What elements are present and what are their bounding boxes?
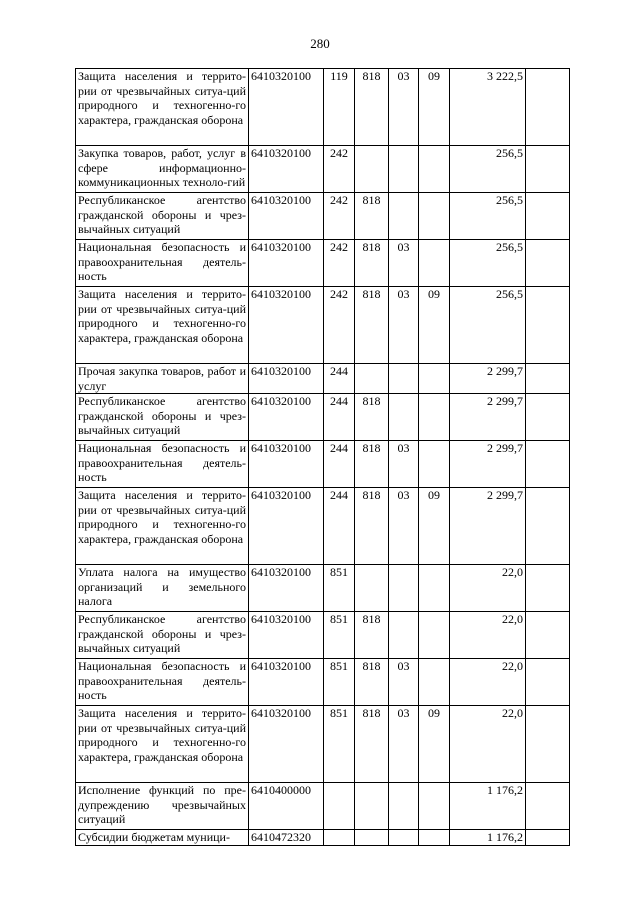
section-cell: 03 — [389, 488, 419, 565]
empty-cell — [526, 69, 570, 146]
empty-cell — [526, 364, 570, 394]
item-name-cell: Республиканское агентство гражданской обороны и чрез-вычайных ситуаций — [76, 193, 249, 240]
amount-cell: 2 299,7 — [450, 441, 526, 488]
department-code-cell — [355, 565, 389, 612]
item-name-cell: Республиканское агентство гражданской обороны и чрез-вычайных ситуаций — [76, 612, 249, 659]
table-row — [76, 783, 570, 830]
expense-type-cell: 244 — [324, 441, 355, 488]
section-cell: 03 — [389, 240, 419, 287]
expense-type-cell: 851 — [324, 612, 355, 659]
subsection-cell: 09 — [419, 488, 450, 565]
amount-cell: 2 299,7 — [450, 488, 526, 565]
section-cell — [389, 612, 419, 659]
target-code-cell: 6410320100 — [249, 565, 324, 612]
table-row — [76, 565, 570, 612]
empty-cell — [526, 783, 570, 830]
target-code-cell: 6410320100 — [249, 364, 324, 394]
table-row — [76, 146, 570, 193]
subsection-cell — [419, 364, 450, 394]
subsection-cell — [419, 441, 450, 488]
budget-table-body — [76, 69, 570, 846]
amount-cell: 256,5 — [450, 240, 526, 287]
target-code-cell: 6410400000 — [249, 783, 324, 830]
section-cell: 03 — [389, 706, 419, 783]
department-code-cell: 818 — [355, 193, 389, 240]
expense-type-cell — [324, 783, 355, 830]
item-name-cell: Закупка товаров, работ, услуг в сфере информационно-коммуникационных техноло-гий — [76, 146, 249, 193]
subsection-cell — [419, 659, 450, 706]
section-cell: 03 — [389, 659, 419, 706]
target-code-cell: 6410320100 — [249, 659, 324, 706]
section-cell — [389, 146, 419, 193]
empty-cell — [526, 193, 570, 240]
table-row — [76, 706, 570, 783]
expense-type-cell: 242 — [324, 193, 355, 240]
expense-type-cell: 851 — [324, 659, 355, 706]
section-cell — [389, 783, 419, 830]
item-name-cell: Защита населения и террито-рии от чрезвычайных ситуа-ций природного и техногенно-го характера, гражданская оборона — [76, 706, 249, 783]
subsection-cell: 09 — [419, 287, 450, 364]
subsection-cell — [419, 830, 450, 846]
expense-type-cell: 244 — [324, 364, 355, 394]
empty-cell — [526, 287, 570, 364]
page-number: 280 — [310, 36, 330, 51]
section-cell — [389, 364, 419, 394]
amount-cell: 22,0 — [450, 565, 526, 612]
department-code-cell — [355, 146, 389, 193]
section-cell: 03 — [389, 441, 419, 488]
table-row — [76, 193, 570, 240]
target-code-cell: 6410320100 — [249, 287, 324, 364]
subsection-cell: 09 — [419, 706, 450, 783]
expense-type-cell: 244 — [324, 394, 355, 441]
expense-type-cell: 242 — [324, 240, 355, 287]
empty-cell — [526, 659, 570, 706]
amount-cell: 3 222,5 — [450, 69, 526, 146]
target-code-cell: 6410472320 — [249, 830, 324, 846]
amount-cell: 2 299,7 — [450, 394, 526, 441]
table-row — [76, 394, 570, 441]
expense-type-cell: 851 — [324, 565, 355, 612]
department-code-cell — [355, 830, 389, 846]
table-row — [76, 830, 570, 846]
item-name-cell: Субсидии бюджетам муници- — [76, 830, 249, 846]
department-code-cell: 818 — [355, 240, 389, 287]
target-code-cell: 6410320100 — [249, 193, 324, 240]
target-code-cell: 6410320100 — [249, 240, 324, 287]
table-row — [76, 69, 570, 146]
subsection-cell — [419, 565, 450, 612]
target-code-cell: 6410320100 — [249, 146, 324, 193]
section-cell — [389, 193, 419, 240]
empty-cell — [526, 146, 570, 193]
item-name-cell: Национальная безопасность и правоохранительная деятель-ность — [76, 240, 249, 287]
table-row — [76, 488, 570, 565]
department-code-cell: 818 — [355, 69, 389, 146]
subsection-cell — [419, 146, 450, 193]
empty-cell — [526, 394, 570, 441]
amount-cell: 256,5 — [450, 146, 526, 193]
amount-cell: 256,5 — [450, 193, 526, 240]
empty-cell — [526, 706, 570, 783]
department-code-cell: 818 — [355, 441, 389, 488]
item-name-cell: Республиканское агентство гражданской обороны и чрез-вычайных ситуаций — [76, 394, 249, 441]
amount-cell: 1 176,2 — [450, 783, 526, 830]
item-name-cell: Национальная безопасность и правоохранительная деятель-ность — [76, 441, 249, 488]
empty-cell — [526, 565, 570, 612]
target-code-cell: 6410320100 — [249, 394, 324, 441]
item-name-cell: Исполнение функций по пре-дупреждению чрезвычайных ситуаций — [76, 783, 249, 830]
expense-type-cell: 242 — [324, 287, 355, 364]
expense-type-cell: 242 — [324, 146, 355, 193]
department-code-cell: 818 — [355, 659, 389, 706]
expense-type-cell: 119 — [324, 69, 355, 146]
section-cell — [389, 394, 419, 441]
department-code-cell — [355, 364, 389, 394]
target-code-cell: 6410320100 — [249, 612, 324, 659]
department-code-cell: 818 — [355, 394, 389, 441]
empty-cell — [526, 488, 570, 565]
department-code-cell: 818 — [355, 287, 389, 364]
item-name-cell: Защита населения и террито-рии от чрезвычайных ситуа-ций природного и техногенно-го характера, гражданская оборона — [76, 488, 249, 565]
target-code-cell: 6410320100 — [249, 706, 324, 783]
section-cell: 03 — [389, 287, 419, 364]
budget-table — [75, 68, 570, 846]
amount-cell: 22,0 — [450, 706, 526, 783]
amount-cell: 256,5 — [450, 287, 526, 364]
empty-cell — [526, 240, 570, 287]
target-code-cell: 6410320100 — [249, 488, 324, 565]
table-row — [76, 612, 570, 659]
expense-type-cell: 244 — [324, 488, 355, 565]
section-cell — [389, 830, 419, 846]
subsection-cell — [419, 783, 450, 830]
table-row — [76, 240, 570, 287]
empty-cell — [526, 612, 570, 659]
table-row — [76, 659, 570, 706]
expense-type-cell — [324, 830, 355, 846]
subsection-cell — [419, 394, 450, 441]
department-code-cell — [355, 783, 389, 830]
empty-cell — [526, 830, 570, 846]
subsection-cell — [419, 240, 450, 287]
amount-cell: 22,0 — [450, 612, 526, 659]
table-row — [76, 441, 570, 488]
department-code-cell: 818 — [355, 706, 389, 783]
subsection-cell — [419, 612, 450, 659]
empty-cell — [526, 441, 570, 488]
item-name-cell: Прочая закупка товаров, работ и услуг — [76, 364, 249, 394]
target-code-cell: 6410320100 — [249, 441, 324, 488]
table-row — [76, 287, 570, 364]
subsection-cell — [419, 193, 450, 240]
item-name-cell: Национальная безопасность и правоохранительная деятель-ность — [76, 659, 249, 706]
department-code-cell: 818 — [355, 612, 389, 659]
department-code-cell: 818 — [355, 488, 389, 565]
item-name-cell: Уплата налога на имущество организаций и земельного налога — [76, 565, 249, 612]
table-row — [76, 364, 570, 394]
target-code-cell: 6410320100 — [249, 69, 324, 146]
amount-cell: 1 176,2 — [450, 830, 526, 846]
item-name-cell: Защита населения и террито-рии от чрезвычайных ситуа-ций природного и техногенно-го характера, гражданская оборона — [76, 69, 249, 146]
amount-cell: 2 299,7 — [450, 364, 526, 394]
section-cell: 03 — [389, 69, 419, 146]
expense-type-cell: 851 — [324, 706, 355, 783]
amount-cell: 22,0 — [450, 659, 526, 706]
section-cell — [389, 565, 419, 612]
subsection-cell: 09 — [419, 69, 450, 146]
item-name-cell: Защита населения и террито-рии от чрезвычайных ситуа-ций природного и техногенно-го характера, гражданская оборона — [76, 287, 249, 364]
